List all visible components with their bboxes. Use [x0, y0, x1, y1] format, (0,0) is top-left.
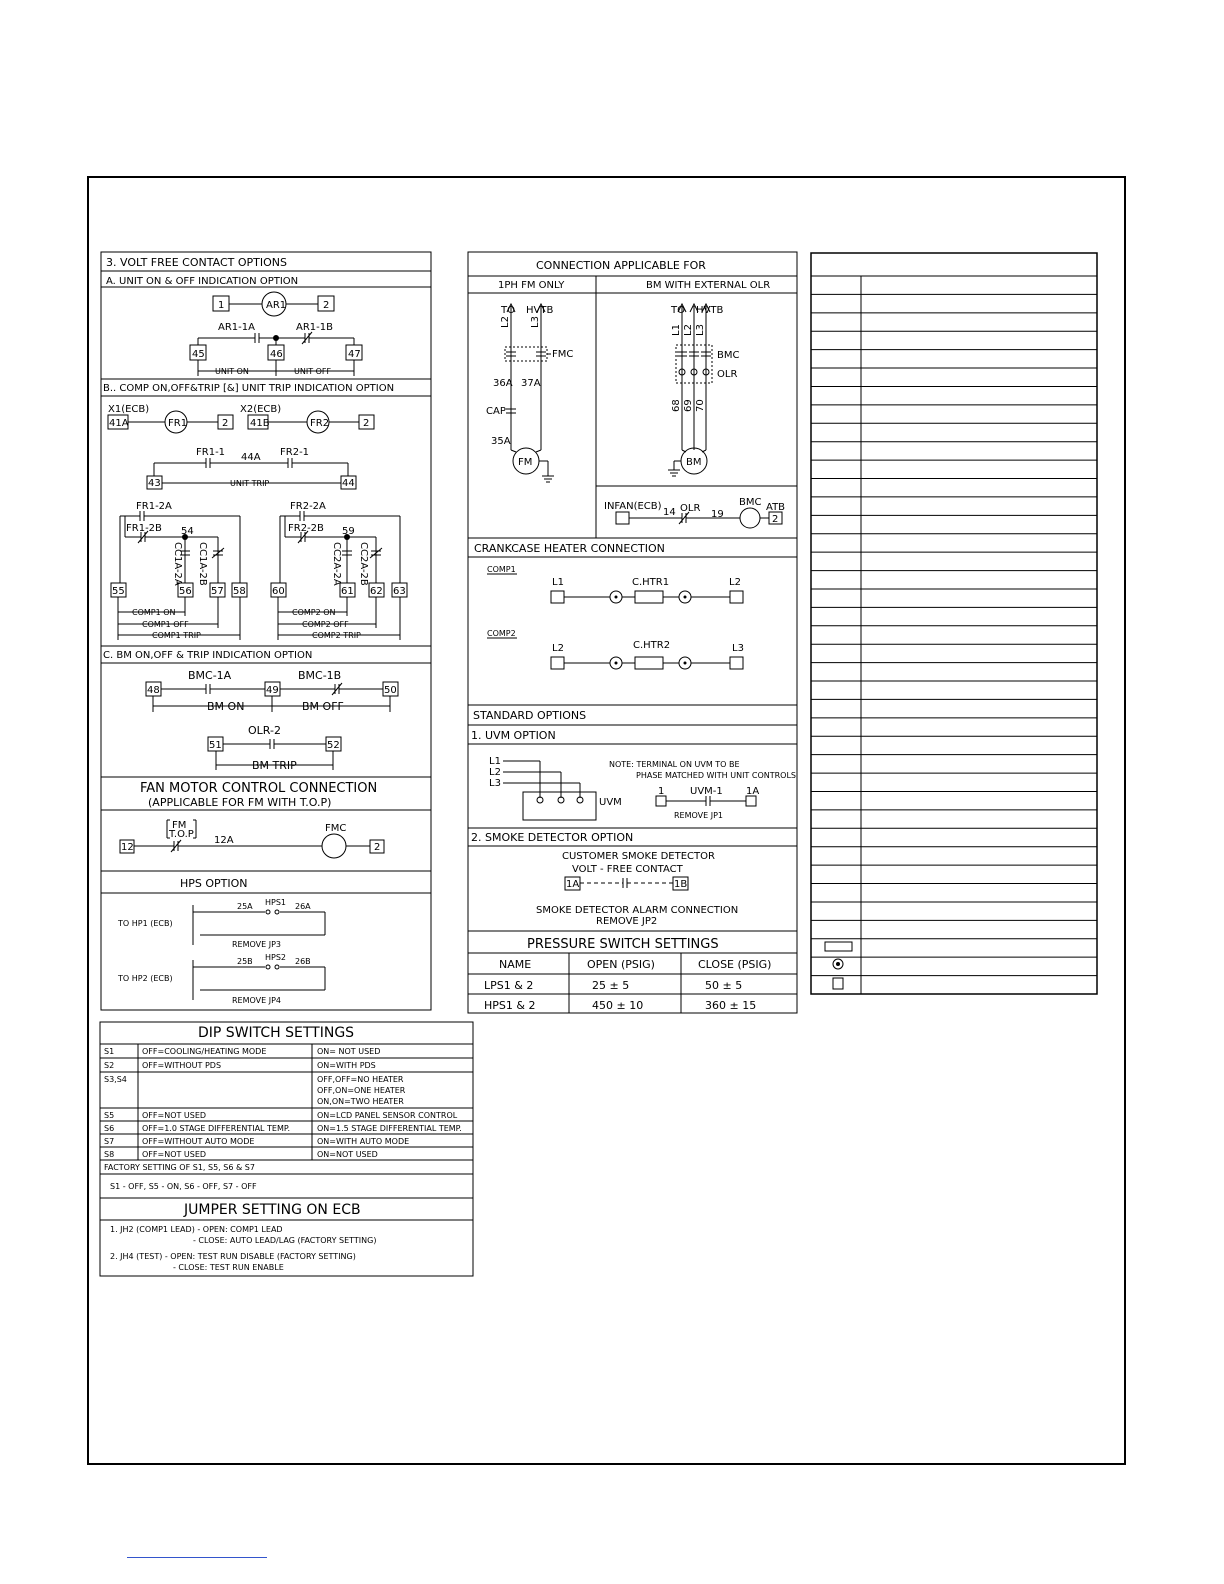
label-volt-free-contact: VOLT - FREE CONTACT: [572, 864, 683, 875]
label-olr: OLR: [680, 503, 701, 514]
label-bm-trip: BM TRIP: [252, 759, 297, 772]
dip-factory-title: FACTORY SETTING OF S1, S5, S6 & S7: [104, 1163, 255, 1172]
label-chtr2: C.HTR2: [633, 640, 671, 651]
label-remove-jp2: REMOVE JP2: [596, 916, 658, 927]
wire-25a: 25A: [237, 902, 253, 911]
label-comp1-on: COMP1 ON: [132, 608, 176, 617]
wire-70: 70: [695, 399, 706, 412]
terminal-50: 50: [384, 685, 397, 696]
label-comp2: COMP2: [487, 629, 516, 638]
line-l1: L1: [552, 577, 564, 588]
dip-cell: OFF=1.0 STAGE DIFFERENTIAL TEMP.: [142, 1124, 290, 1133]
terminal-45: 45: [192, 349, 205, 360]
terminal-41a: 41A: [109, 418, 129, 429]
label-hvtb: HVTB: [526, 305, 554, 316]
label-comp1: COMP1: [487, 565, 516, 574]
contact-cc2a-2b: CC2A-2B: [358, 542, 369, 586]
dip-cell: ON=LCD PANEL SENSOR CONTROL: [317, 1111, 458, 1120]
terminal-57: 57: [211, 586, 224, 597]
fan-motor-subtitle: (APPLICABLE FOR FM WITH T.O.P): [148, 796, 332, 809]
column-bm-olr: BM WITH EXTERNAL OLR: [646, 280, 771, 291]
line-l3: L3: [489, 778, 501, 789]
terminal-1b: 1B: [674, 879, 688, 890]
terminal-49: 49: [266, 685, 279, 696]
terminal-51: 51: [209, 740, 222, 751]
line-l2: L2: [552, 643, 564, 654]
switch-hps2: HPS2: [265, 953, 287, 962]
line-l2: L2: [683, 324, 694, 336]
contact-bmc-1b: BMC-1B: [298, 669, 342, 682]
label-unit-trip: UNIT TRIP: [230, 479, 270, 488]
jumper-line: - CLOSE: TEST RUN ENABLE: [173, 1263, 284, 1272]
contact-fr1-2b: FR1-2B: [126, 523, 162, 534]
label-bm-off: BM OFF: [302, 700, 344, 713]
contact-cc2a-2a: CC2A-2A: [331, 542, 342, 586]
section-a-title: A. UNIT ON & OFF INDICATION OPTION: [106, 276, 299, 287]
terminal-44: 44: [342, 478, 355, 489]
crankcase-diagram: [487, 574, 743, 669]
relay-fr1: FR1: [168, 418, 188, 429]
column-1ph-fm: 1PH FM ONLY: [498, 280, 565, 291]
dip-cell: OFF=NOT USED: [142, 1111, 207, 1120]
dip-cell: S6: [104, 1124, 115, 1133]
pressure-cell: LPS1 & 2: [484, 979, 534, 992]
label-hvtb: HVTB: [696, 305, 724, 316]
pressure-cell: 450 ± 10: [592, 999, 644, 1012]
terminal-61: 61: [341, 586, 354, 597]
line-l2: L2: [500, 316, 511, 328]
wire-26a: 26A: [295, 902, 311, 911]
line-l2: L2: [489, 767, 501, 778]
label-comp2-trip: COMP2 TRIP: [312, 631, 361, 640]
terminal-dot: [684, 662, 687, 665]
contact-fr2-2b: FR2-2B: [288, 523, 324, 534]
terminal-2: 2: [772, 514, 779, 525]
contact-bmc-1a: BMC-1A: [188, 669, 232, 682]
label-top: T.O.P: [169, 829, 194, 840]
terminal-1a: 1A: [566, 879, 580, 890]
line-l1: L1: [489, 756, 501, 767]
terminal-63: 63: [393, 586, 406, 597]
label-customer-smoke-detector: CUSTOMER SMOKE DETECTOR: [562, 851, 715, 862]
uvm-title: 1. UVM OPTION: [471, 729, 556, 742]
pressure-header-open: OPEN (PSIG): [587, 958, 655, 971]
dip-cell: ON=1.5 STAGE DIFFERENTIAL TEMP.: [317, 1124, 462, 1133]
label-comp2-on: COMP2 ON: [292, 608, 336, 617]
dip-cell: OFF=NOT USED: [142, 1150, 207, 1159]
dip-cell: OFF=WITHOUT PDS: [142, 1061, 222, 1070]
hps-diagram: [193, 905, 325, 1000]
pressure-cell: 50 ± 5: [705, 979, 743, 992]
terminal-46: 46: [270, 349, 283, 360]
dip-cell: ON=WITH PDS: [317, 1061, 376, 1070]
terminal-dot: [615, 596, 618, 599]
wire-14: 14: [663, 507, 676, 518]
fan-motor-title: FAN MOTOR CONTROL CONNECTION: [140, 781, 378, 796]
legend-circle-dot: [836, 962, 840, 966]
label-fm: FM: [518, 457, 533, 468]
uvm-note-line2: PHASE MATCHED WITH UNIT CONTROLS: [636, 771, 797, 780]
label-x2-ecb: X2(ECB): [240, 404, 282, 415]
contact-ar1-1a: AR1-1A: [218, 322, 255, 333]
legend-table: [811, 253, 1097, 994]
contact-olr-2: OLR-2: [248, 724, 281, 737]
label-to: TO: [671, 305, 685, 316]
pressure-header-name: NAME: [499, 958, 532, 971]
label-bmc: BMC: [739, 497, 762, 508]
terminal-62: 62: [370, 586, 383, 597]
wire-37a: 37A: [521, 378, 541, 389]
label-remove-jp4: REMOVE JP4: [232, 996, 282, 1005]
label-unit-off: UNIT OFF: [294, 367, 332, 376]
relay-fr2: FR2: [310, 418, 330, 429]
label-cap: CAP: [486, 406, 506, 417]
label-bmc: BMC: [717, 350, 740, 361]
relay-ar1: AR1: [266, 300, 287, 311]
wire-12a: 12A: [214, 835, 234, 846]
terminal-52: 52: [327, 740, 340, 751]
terminal-12: 12: [121, 842, 134, 853]
dip-cell: S3,S4: [104, 1075, 127, 1084]
standard-options-title: STANDARD OPTIONS: [473, 709, 587, 722]
legend-terminal-block-symbol: [825, 942, 852, 951]
section-c-title: C. BM ON,OFF & TRIP INDICATION OPTION: [103, 650, 313, 661]
dip-cell: ON= NOT USED: [317, 1047, 381, 1056]
wire-54: 54: [181, 526, 194, 537]
label-uvm: UVM: [599, 797, 622, 808]
wire-44a: 44A: [241, 452, 261, 463]
pressure-cell: HPS1 & 2: [484, 999, 536, 1012]
label-comp1-off: COMP1 OFF: [142, 620, 189, 629]
wire-36a: 36A: [493, 378, 513, 389]
legend-square-terminal-symbol: [833, 978, 843, 989]
jumper-line: 2. JH4 (TEST) - OPEN: TEST RUN DISABLE (FACTORY SETTING): [110, 1252, 356, 1261]
wire-68: 68: [671, 399, 682, 412]
label-fm: FM: [172, 820, 187, 831]
wire-25b: 25B: [237, 957, 253, 966]
pressure-cell: 25 ± 5: [592, 979, 630, 992]
smoke-detector-title: 2. SMOKE DETECTOR OPTION: [471, 831, 634, 844]
volt-free-panel: [101, 252, 431, 1010]
terminal-2: 2: [222, 418, 229, 429]
dip-cell: S8: [104, 1150, 115, 1159]
contact-fr2-1: FR2-1: [280, 447, 310, 458]
section-b-title: B.. COMP ON,OFF&TRIP [&] UNIT TRIP INDICATION OPTION: [103, 383, 395, 394]
line-l3: L3: [695, 324, 706, 336]
volt-free-title: 3. VOLT FREE CONTACT OPTIONS: [106, 256, 287, 269]
bm-diagram: [616, 304, 782, 528]
legend-rows: [811, 294, 1097, 975]
dip-cell: S1: [104, 1047, 115, 1056]
dip-cell: S5: [104, 1111, 115, 1120]
dip-cell: ON=WITH AUTO MODE: [317, 1137, 410, 1146]
label-comp2-off: COMP2 OFF: [302, 620, 349, 629]
pressure-cell: 360 ± 15: [705, 999, 757, 1012]
pressure-header-close: CLOSE (PSIG): [698, 958, 772, 971]
terminal-1: 1: [218, 300, 225, 311]
label-comp1-trip: COMP1 TRIP: [152, 631, 201, 640]
label-bm: BM: [686, 457, 702, 468]
label-remove-jp3: REMOVE JP3: [232, 940, 282, 949]
terminal-dot: [615, 662, 618, 665]
label-atb: ATB: [766, 502, 786, 513]
switch-hps1: HPS1: [265, 898, 287, 907]
label-fmc: FMC: [552, 349, 574, 360]
dip-factory-value: S1 - OFF, S5 - ON, S6 - OFF, S7 - OFF: [110, 1182, 257, 1191]
terminal-60: 60: [272, 586, 285, 597]
fm-diagram: [505, 304, 554, 482]
dip-cell: OFF=COOLING/HEATING MODE: [142, 1047, 267, 1056]
label-to-hp2: TO HP2 (ECB): [118, 974, 173, 983]
label-to-hp1: TO HP1 (ECB): [118, 919, 173, 928]
terminal-dot: [684, 596, 687, 599]
dip-cell: OFF,OFF=NO HEATER: [317, 1075, 404, 1084]
dip-cell: OFF=WITHOUT AUTO MODE: [142, 1137, 255, 1146]
contact-ar1-1b: AR1-1B: [296, 322, 333, 333]
hps-title: HPS OPTION: [180, 877, 248, 890]
dip-cell: ON,ON=TWO HEATER: [317, 1097, 404, 1106]
terminal-2: 2: [363, 418, 370, 429]
label-x1-ecb: X1(ECB): [108, 404, 150, 415]
terminal-2: 2: [323, 300, 330, 311]
label-bm-on: BM ON: [207, 700, 245, 713]
terminal-48: 48: [147, 685, 160, 696]
label-chtr1: C.HTR1: [632, 577, 670, 588]
label-olr: OLR: [717, 369, 738, 380]
pressure-title: PRESSURE SWITCH SETTINGS: [527, 937, 719, 952]
line-l3: L3: [732, 643, 744, 654]
smoke-detector-diagram: [565, 877, 688, 890]
terminal-1: 1: [658, 786, 665, 797]
label-infan-ecb: INFAN(ECB): [604, 501, 662, 512]
terminal-1a: 1A: [746, 786, 760, 797]
jumper-line: - CLOSE: AUTO LEAD/LAG (FACTORY SETTING): [193, 1236, 377, 1245]
contact-fr1-1: FR1-1: [196, 447, 226, 458]
dip-cell: ON=NOT USED: [317, 1150, 378, 1159]
wire-35a: 35A: [491, 436, 511, 447]
wire-19: 19: [711, 509, 724, 520]
contact-uvm-1: UVM-1: [690, 786, 723, 797]
wire-69: 69: [683, 399, 694, 412]
junction-dot: [273, 335, 279, 341]
wire-26b: 26B: [295, 957, 311, 966]
label-to: TO: [501, 305, 515, 316]
jumper-title: JUMPER SETTING ON ECB: [184, 1202, 361, 1218]
terminal-55: 55: [112, 586, 125, 597]
line-l1: L1: [671, 324, 682, 336]
dip-cell: OFF,ON=ONE HEATER: [317, 1086, 406, 1095]
line-l2: L2: [729, 577, 741, 588]
jumper-line: 1. JH2 (COMP1 LEAD) - OPEN: COMP1 LEAD: [110, 1225, 283, 1234]
dip-cell: S7: [104, 1137, 115, 1146]
terminal-41b: 41B: [250, 418, 270, 429]
dip-switch-title: DIP SWITCH SETTINGS: [198, 1025, 355, 1041]
wire-59: 59: [342, 526, 355, 537]
label-fmc: FMC: [325, 823, 347, 834]
contact-cc1a-2a: CC1A-2A: [172, 542, 183, 586]
connection-panel: [468, 252, 797, 1013]
connection-title: CONNECTION APPLICABLE FOR: [536, 259, 706, 272]
contact-fr1-2a: FR1-2A: [136, 501, 172, 512]
label-unit-on: UNIT ON: [215, 367, 249, 376]
terminal-2: 2: [374, 842, 381, 853]
contact-cc1a-2b: CC1A-2B: [197, 542, 208, 586]
contact-fr2-2a: FR2-2A: [290, 501, 326, 512]
label-remove-jp1: REMOVE JP1: [674, 811, 724, 820]
dip-cell: S2: [104, 1061, 115, 1070]
line-l3: L3: [530, 316, 541, 328]
terminal-47: 47: [348, 349, 361, 360]
crankcase-title: CRANKCASE HEATER CONNECTION: [474, 542, 665, 555]
label-smoke-alarm-connection: SMOKE DETECTOR ALARM CONNECTION: [536, 905, 739, 916]
terminal-56: 56: [179, 586, 192, 597]
terminal-58: 58: [233, 586, 246, 597]
terminal-43: 43: [148, 478, 161, 489]
uvm-note-line1: NOTE: TERMINAL ON UVM TO BE: [609, 760, 740, 769]
